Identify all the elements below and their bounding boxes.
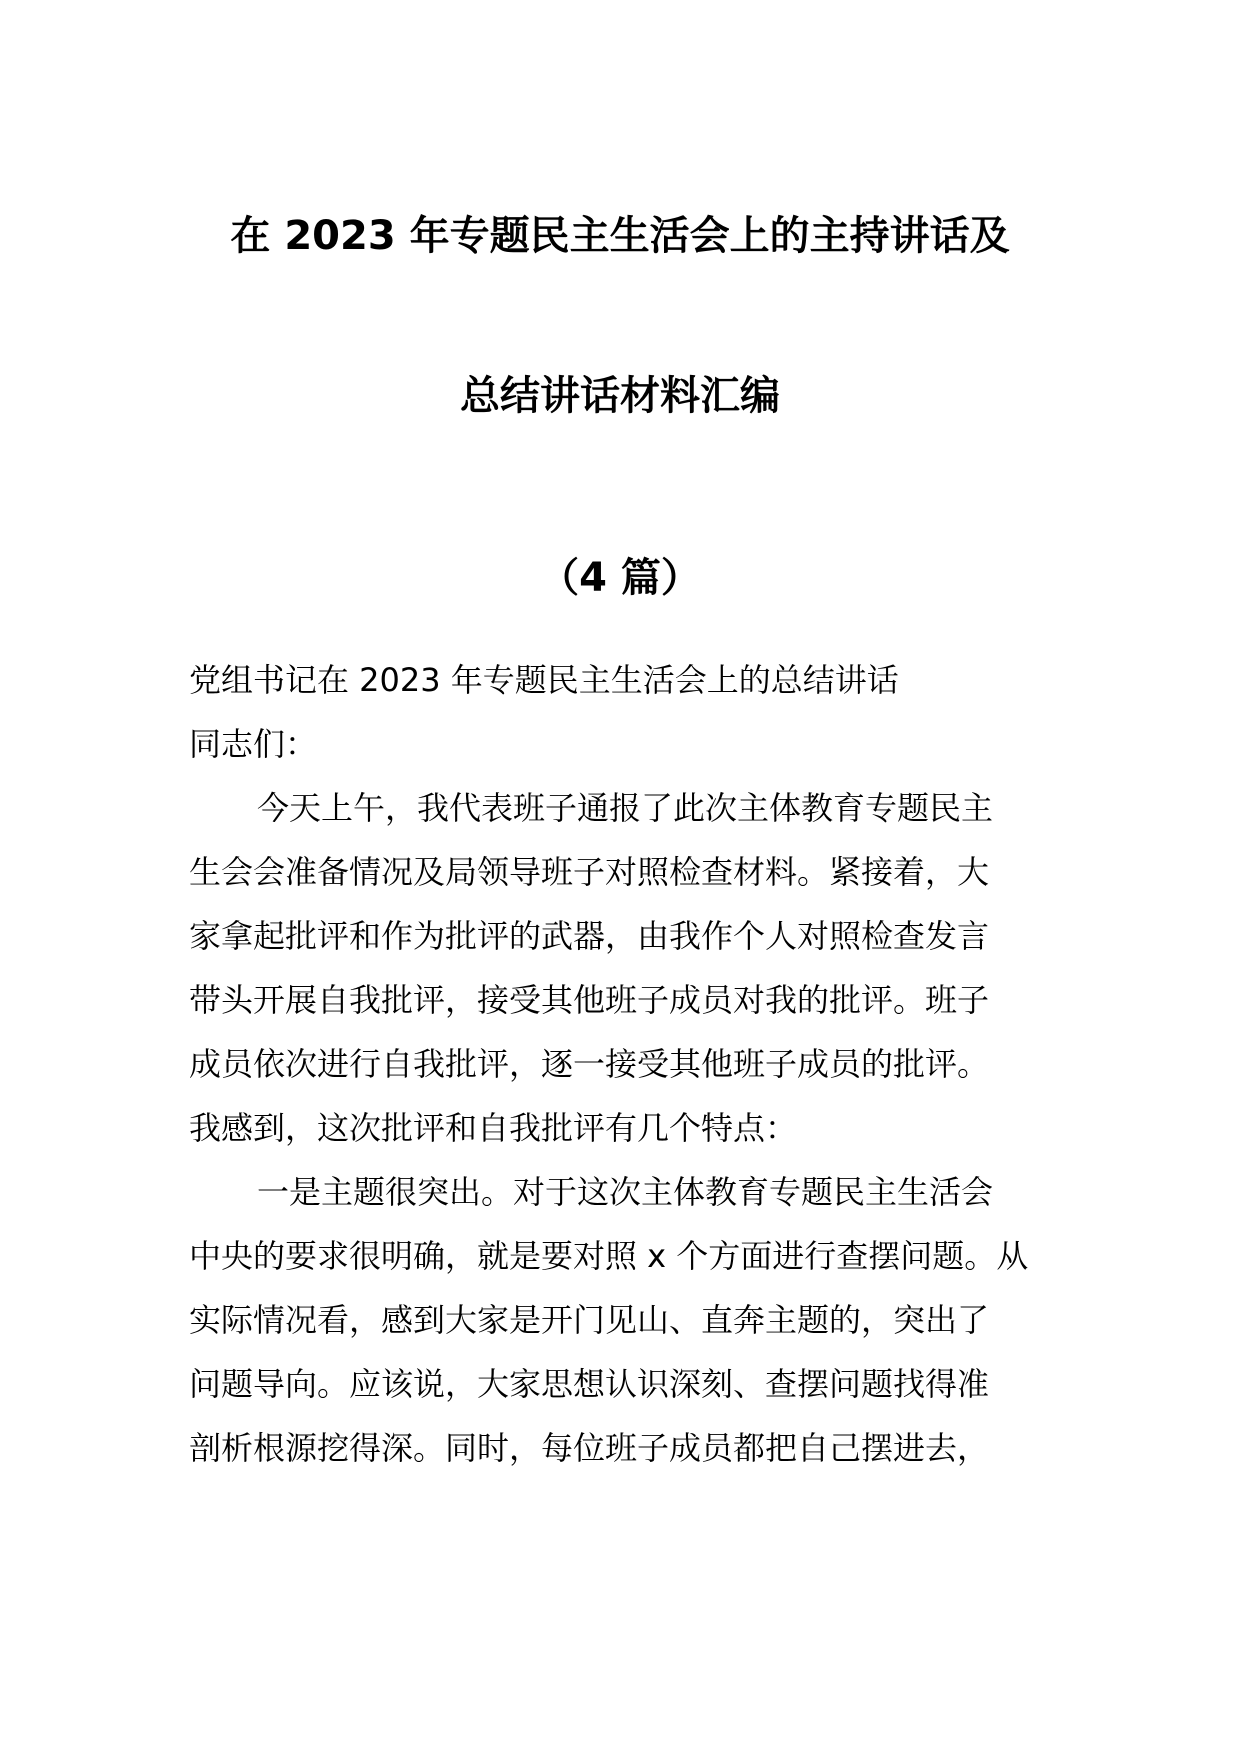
document-title-line-1: 在 2023 年专题民主生活会上的主持讲话及 [230, 213, 1010, 259]
section-heading: 党组书记在 2023 年专题民主生活会上的总结讲话 [189, 661, 899, 699]
document-title-count: （4 篇） [539, 555, 701, 601]
paragraph-line: 生会会准备情况及局领导班子对照检查材料。紧接着，大 [189, 853, 990, 891]
paragraph-line: 今天上午，我代表班子通报了此次主体教育专题民主 [257, 789, 994, 827]
paragraph-2 [189, 1160, 1059, 1480]
paragraph-line: 问题导向。应该说，大家思想认识深刻、查摆问题找得准 [189, 1365, 990, 1403]
document-body [189, 648, 1059, 1480]
paragraph-1 [189, 776, 1059, 1160]
paragraph-line: 剖析根源挖得深。同时，每位班子成员都把自己摆进去， [189, 1429, 990, 1467]
paragraph-line: 我感到，这次批评和自我批评有几个特点： [189, 1109, 798, 1147]
salutation: 同志们： [189, 725, 318, 763]
paragraph-line: 成员依次进行自我批评，逐一接受其他班子成员的批评。 [189, 1045, 990, 1083]
document-title-line-2: 总结讲话材料汇编 [460, 373, 780, 419]
paragraph-line: 家拿起批评和作为批评的武器，由我作个人对照检查发言 [189, 917, 990, 955]
paragraph-line: 实际情况看，感到大家是开门见山、直奔主题的，突出了 [189, 1301, 990, 1339]
paragraph-line: 一是主题很突出。对于这次主体教育专题民主生活会 [257, 1173, 994, 1211]
paragraph-line: 中央的要求很明确，就是要对照 x 个方面进行查摆问题。从 [189, 1237, 1029, 1275]
paragraph-line: 带头开展自我批评，接受其他班子成员对我的批评。班子 [189, 981, 990, 1019]
